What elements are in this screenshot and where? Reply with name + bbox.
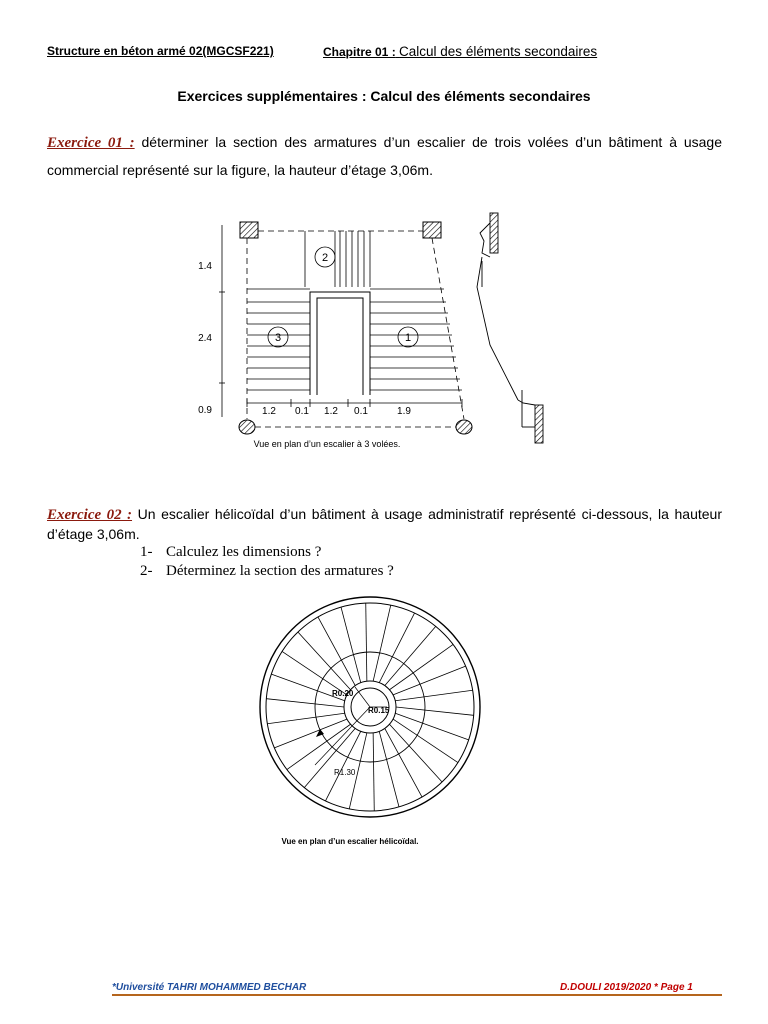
radius-label-r130: R1.30: [334, 768, 356, 777]
helical-step-line: [325, 731, 360, 801]
exercise-1-label: Exercice 01 :: [47, 135, 135, 151]
flight-2-label: 2: [321, 252, 329, 264]
dim-width-2: 0.1: [295, 406, 309, 417]
helical-step-line: [395, 690, 472, 701]
exercise-1-paragraph: [47, 129, 722, 184]
figure-2-caption: Vue en plan d’un escalier hélicoïdal.: [281, 837, 419, 846]
exercise-2-text: Un escalier hélicoïdal d’un bâtiment à usage administratif représenté ci-dessous, la hauteur d’étage 3,06m.: [47, 506, 722, 542]
footer-university: *Université TAHRI MOHAMMED BECHAR: [112, 982, 307, 993]
helical-step-line: [287, 724, 351, 769]
helical-step-line: [389, 644, 453, 689]
helical-step-line: [379, 613, 414, 683]
dim-width-5: 1.9: [397, 406, 411, 417]
question-number: 1-: [140, 544, 153, 560]
question-text: Déterminez la section des armatures ?: [166, 563, 394, 579]
dim-width-1: 1.2: [262, 406, 276, 417]
flight-1-label: 1: [404, 332, 412, 344]
header-chapter: [323, 44, 597, 59]
dim-height-3: 0.9: [198, 405, 212, 416]
helical-step-line: [266, 699, 344, 707]
header-chapter-prefix: Chapitre 01 :: [323, 45, 396, 59]
question-item: [140, 562, 394, 581]
helical-step-line: [385, 728, 422, 797]
exercise-2-paragraph: [47, 505, 722, 544]
helical-step-line: [366, 603, 367, 681]
helical-step-line: [298, 632, 351, 690]
question-number: 2-: [140, 563, 153, 579]
dim-height-1: 1.4: [198, 261, 212, 272]
figure-staircase-three-flights: [190, 205, 580, 460]
header-chapter-title: Calcul des éléments secondaires: [399, 44, 598, 59]
helical-step-line: [379, 731, 399, 807]
radius-label-r020: R0.20: [332, 689, 354, 698]
helical-step-line: [341, 607, 361, 683]
helical-step-line: [393, 666, 466, 695]
footer-author-page: D.DOULI 2019/2020 * Page 1: [560, 982, 693, 993]
page-title: Exercices supplémentaires : Calcul des éléments secondaires: [177, 88, 591, 104]
helical-step-line: [393, 719, 458, 762]
exercise-2-questions: [140, 543, 394, 581]
helical-step-line: [274, 719, 347, 748]
helical-step-line: [396, 707, 474, 715]
figure-helical-staircase: [250, 595, 490, 855]
radius-label-r015: R0.15: [368, 706, 390, 715]
question-item: [140, 543, 394, 562]
helical-step-line: [267, 713, 344, 724]
footer-divider: [112, 994, 722, 996]
helical-step-line: [389, 724, 442, 782]
exercise-1-text: déterminer la section des armatures d’un escalier de trois volées d’un bâtiment à usage commercial représenté sur la figure, la hauteur d’étage 3,06m.: [47, 134, 723, 178]
header-course: Structure en béton armé 02(MGCSF221): [47, 44, 274, 58]
helical-step-line: [318, 617, 355, 686]
dim-width-4: 0.1: [354, 406, 368, 417]
exercise-2-label: Exercice 02 :: [47, 507, 133, 523]
dim-height-2: 2.4: [198, 333, 212, 344]
helical-step-line: [373, 733, 374, 811]
question-text: Calculez les dimensions ?: [166, 544, 322, 560]
dim-width-3: 1.2: [324, 406, 338, 417]
helical-step-line: [373, 605, 391, 681]
helical-step-line: [395, 713, 468, 740]
figure-1-caption: Vue en plan d’un escalier à 3 volées.: [253, 439, 401, 449]
flight-3-label: 3: [274, 332, 282, 344]
